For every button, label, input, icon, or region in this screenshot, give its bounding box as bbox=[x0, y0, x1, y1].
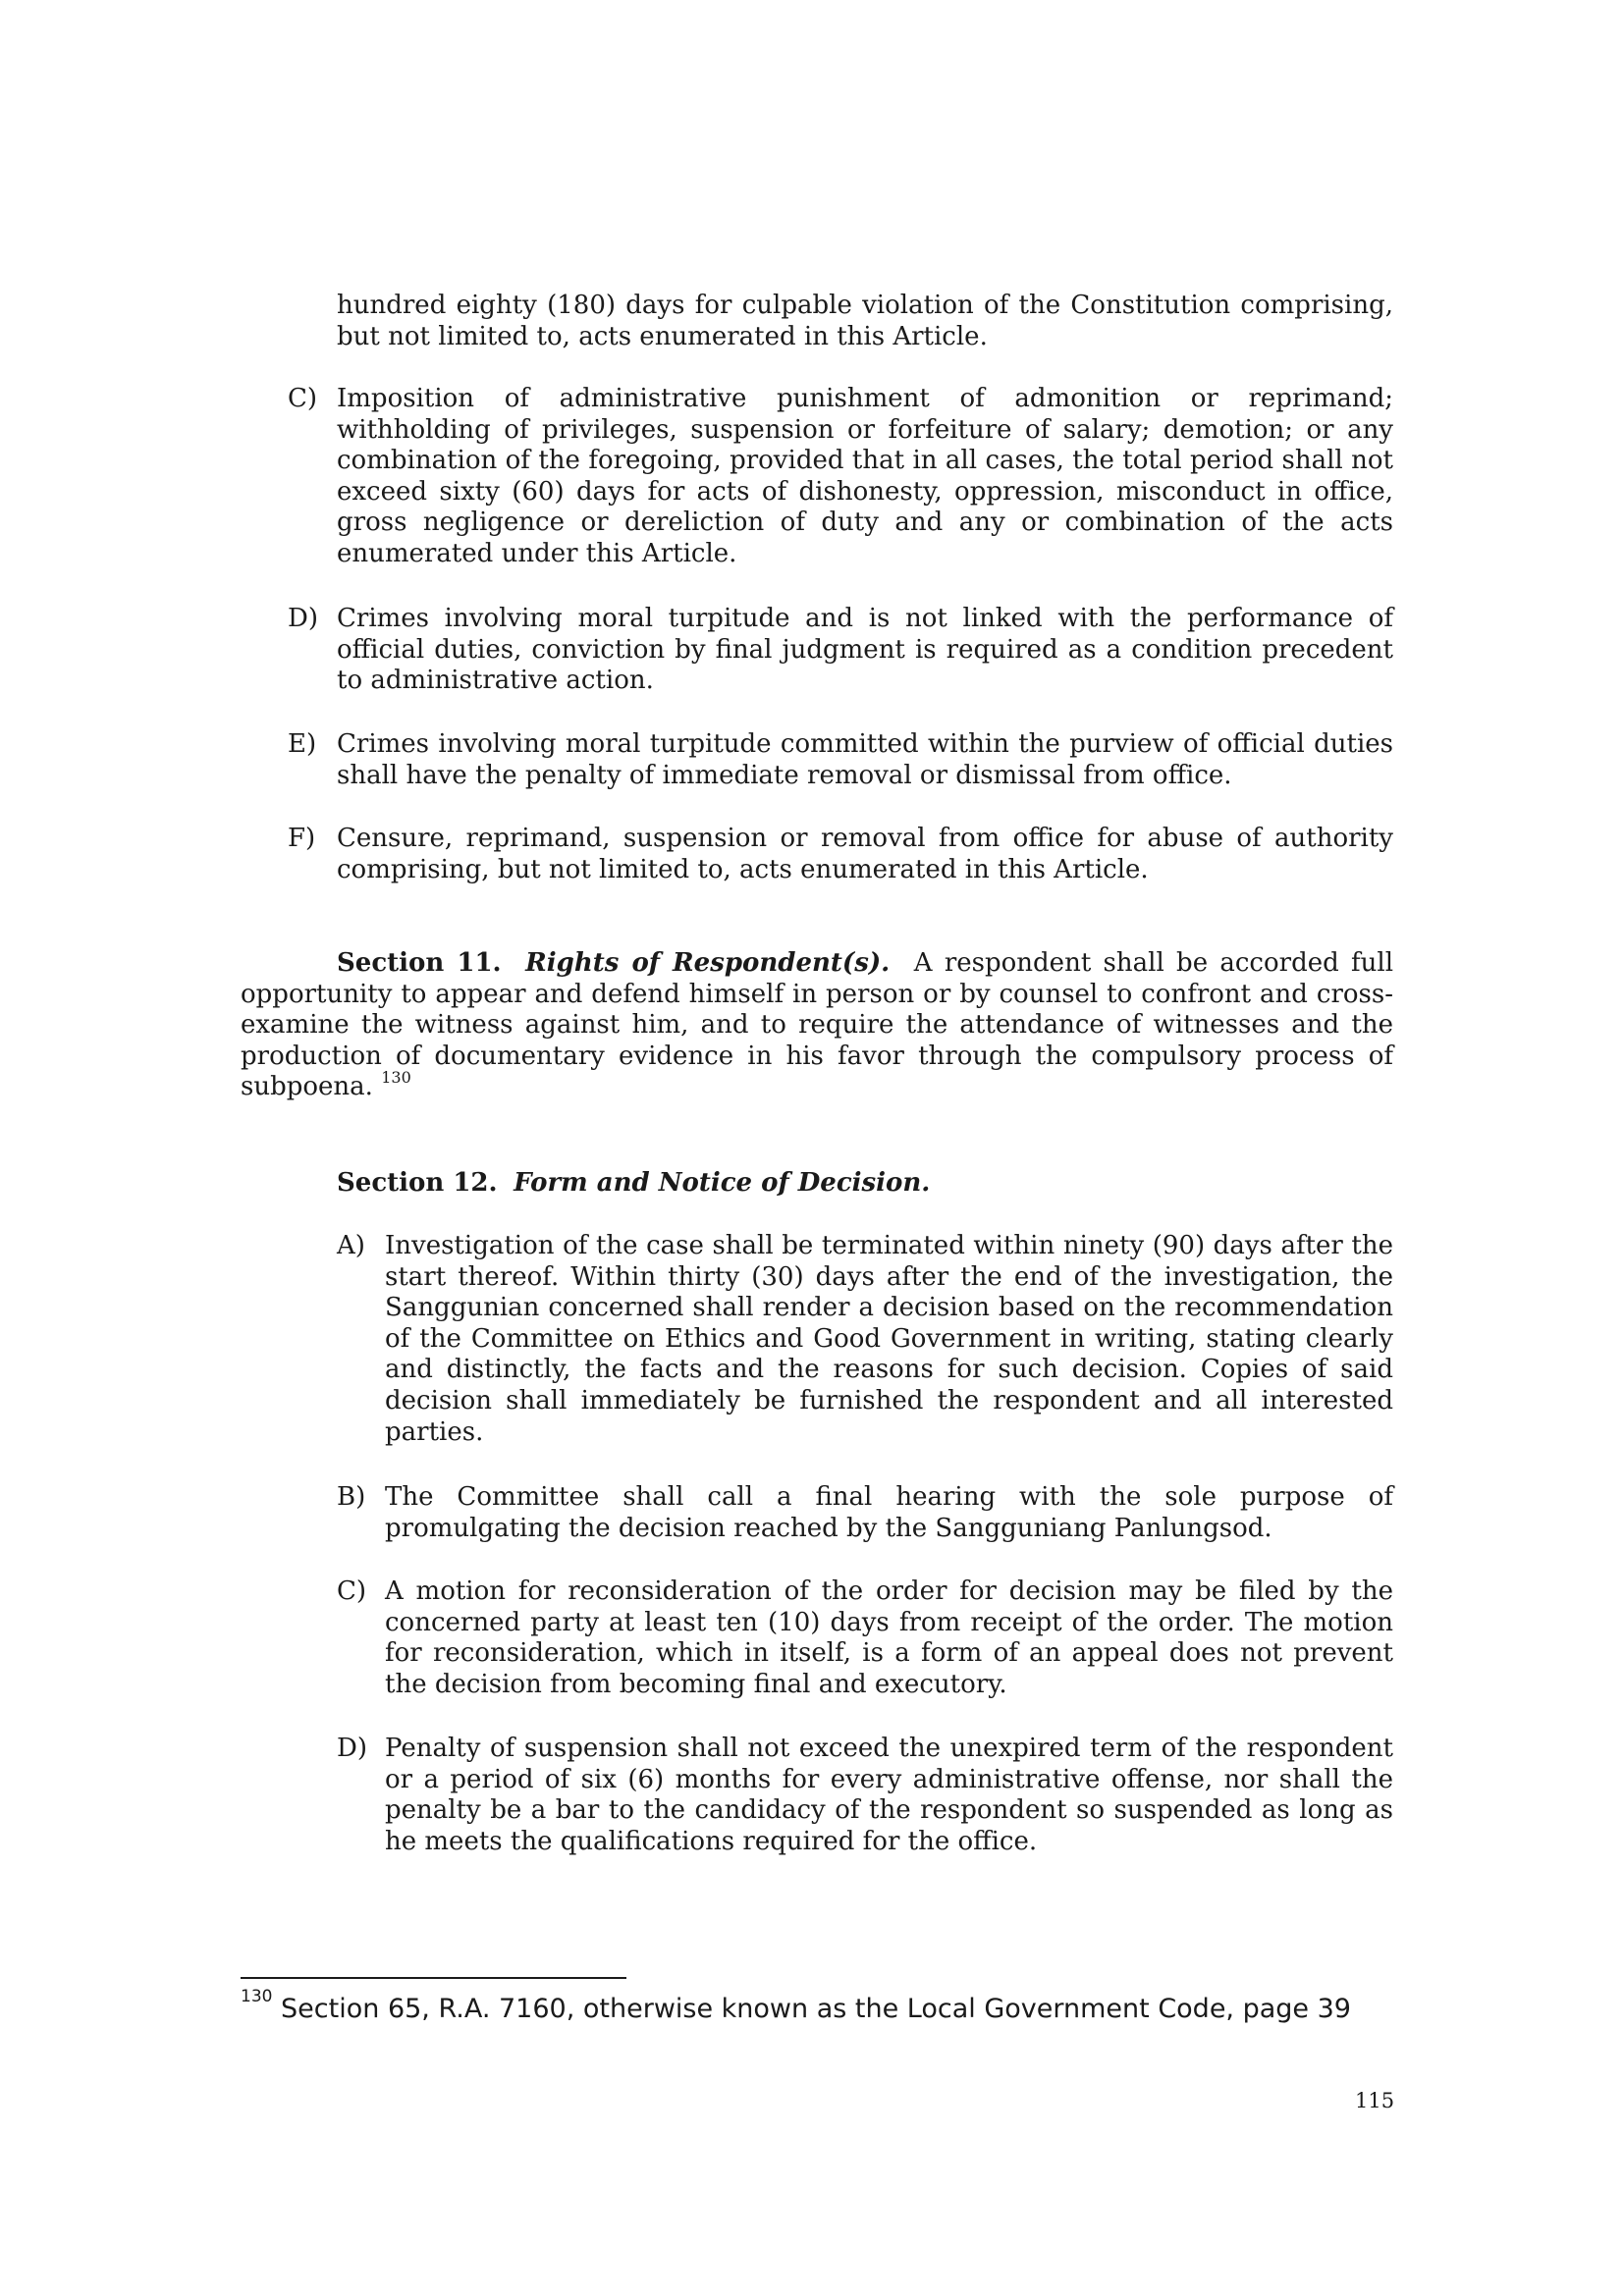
footnote-separator bbox=[241, 1977, 626, 1979]
section-11-heading: Section 11. bbox=[337, 948, 502, 978]
item-label: D) bbox=[337, 1734, 367, 1763]
item-text: A motion for reconsideration of the order for decision may be filed by the concerned party at least ten (10) days from receipt of the order. The motion for reconsideration, which in itself, is a form of an appeal does not prevent the decision from becoming final and executory. bbox=[385, 1576, 1393, 1699]
footnote-number: 130 bbox=[241, 1987, 273, 2006]
section-12-title: Form and Notice of Decision. bbox=[514, 1168, 931, 1198]
footnote bbox=[241, 1987, 1351, 2026]
footnote-text: Section 65, R.A. 7160, otherwise known as the Local Government Code, page 39 bbox=[281, 1994, 1351, 2024]
item-label: C) bbox=[337, 1576, 367, 1606]
item-text: The Committee shall call a final hearing with the sole purpose of promulgating the decision reached by the Sangguniang Panlungsod. bbox=[385, 1482, 1393, 1543]
item-text: Crimes involving moral turpitude and is not linked with the performance of official duties, conviction by final judgment is required as a condition precedent to administrative action. bbox=[337, 604, 1393, 696]
item-text: Crimes involving moral turpitude committed within the purview of official duties shall have the penalty of immediate removal or dismissal from office. bbox=[337, 729, 1393, 790]
item-label: A) bbox=[337, 1231, 365, 1260]
item-label: E) bbox=[288, 729, 317, 759]
item-text: Investigation of the case shall be terminated within ninety (90) days after the start thereof. Within thirty (30) days after the end of the investigation, the Sanggunian concerned shall render a decision based on the recommendation of the Committee on Ethics and Good Government in writing, stating clearly and distinctly, the facts and the reasons for such decision. Copies of said decision shall immediately be furnished the respondent and all interested parties. bbox=[385, 1231, 1393, 1447]
page-number: 115 bbox=[1355, 2089, 1395, 2112]
item-text: Penalty of suspension shall not exceed the unexpired term of the respondent or a period of six (6) months for every administrative offense, nor shall the penalty be a bar to the candidacy of the respondent so suspended as long as he meets the qualifications required for the office. bbox=[385, 1734, 1393, 1856]
section-11-title: Rights of Respondent(s). bbox=[525, 948, 891, 978]
item-text: Censure, reprimand, suspension or removal from office for abuse of authority comprising, but not limited to, acts enumerated in this Article. bbox=[337, 824, 1393, 884]
item-label: B) bbox=[337, 1482, 366, 1512]
section-12-heading: Section 12. bbox=[337, 1168, 498, 1198]
item-label: C) bbox=[288, 384, 318, 413]
item-label: D) bbox=[288, 604, 318, 633]
section-11-body: A respondent shall be accorded full opportunity to appear and defend himself in person or by counsel to confront and cross-examine the witness against him, and to require the attendance of witnesses and the production of documentary evidence in his favor through the compulsory process of subpoena. bbox=[241, 948, 1394, 1102]
footnote-ref: 130 bbox=[381, 1068, 411, 1088]
section-12-heading-line bbox=[337, 1168, 1393, 1200]
item-label: F) bbox=[288, 824, 316, 853]
section-11 bbox=[241, 948, 1393, 1103]
item-text: Imposition of administrative punishment of admonition or reprimand; withholding of privileges, suspension or forfeiture of salary; demotion; or any combination of the foregoing, provided that in all cases, the total period shall not exceed sixty (60) days for acts of dishonesty, oppression, misconduct in office, gross negligence or dereliction of duty and any or combination of the acts enumerated under this Article. bbox=[337, 384, 1393, 568]
intro-continuation: hundred eighty (180) days for culpable violation of the Constitution comprising, but not limited to, acts enumerated in this Article. bbox=[337, 291, 1393, 351]
